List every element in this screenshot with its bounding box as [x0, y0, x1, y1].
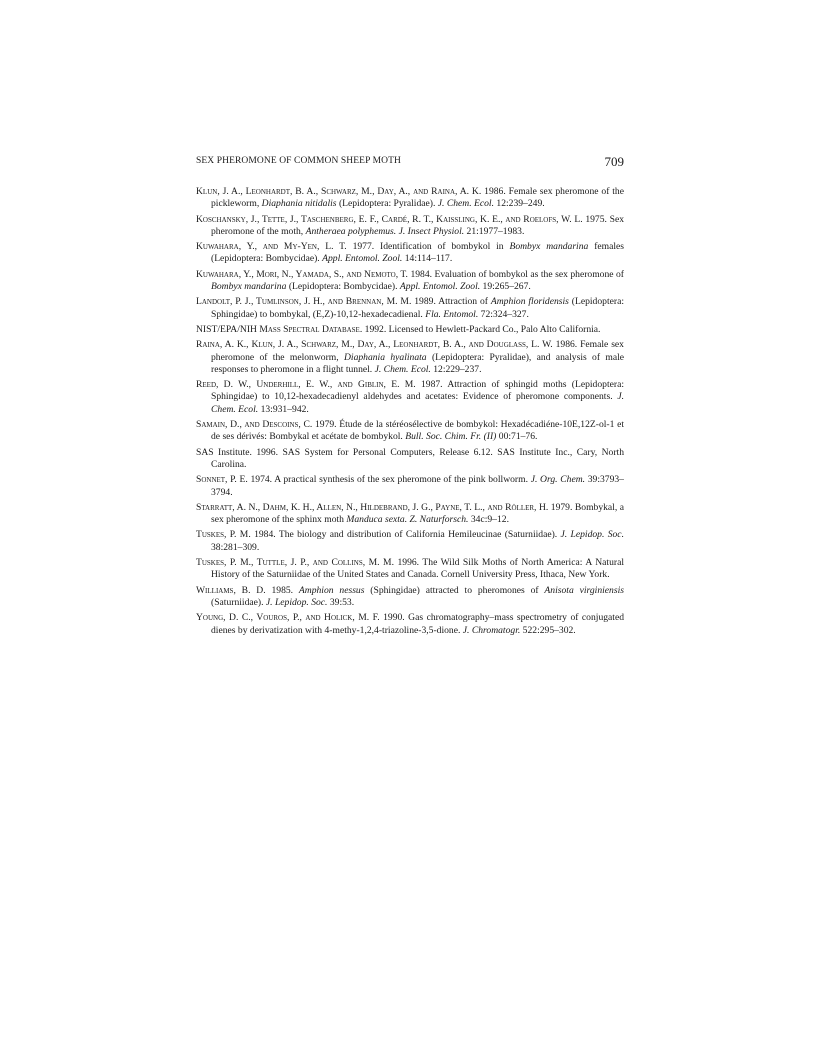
- ref-authors: Kuwahara, Y., and My-Yen, L. T.: [196, 241, 347, 253]
- reference-entry: [196, 186, 624, 211]
- ref-journal: Z. Naturforsch.: [409, 514, 469, 526]
- ref-year: 1979.: [314, 419, 337, 431]
- ref-species: Amphion nessus: [298, 584, 365, 596]
- ref-title: The biology and distribution of California Hemileucinae (Saturniidae).: [278, 529, 558, 541]
- ref-citation: 13:931–942.: [260, 403, 309, 415]
- ref-authors: NIST/EPA/NIH Mass Spectral Database.: [196, 323, 363, 335]
- ref-authors: Sonnet, P. E.: [196, 474, 248, 486]
- reference-entry: [196, 447, 624, 472]
- ref-species: Diaphania hyalinata: [343, 351, 427, 363]
- reference-entry: [196, 379, 624, 416]
- ref-authors: Young, D. C., Vouros, P., and Holick, M. F.: [196, 612, 380, 624]
- ref-authors: Williams, B. D.: [196, 584, 266, 596]
- running-head: SEX PHEROMONE OF COMMON SHEEP MOTH: [196, 156, 401, 166]
- ref-year: 1992.: [364, 323, 387, 335]
- ref-citation: 12:229–237.: [433, 363, 482, 375]
- ref-authors: Kuwahara, Y., Mori, N., Yamada, S., and Nemoto, T.: [196, 268, 408, 280]
- ref-journal: J. Chem. Ecol.: [437, 198, 494, 210]
- ref-title-cont: (Lepidoptera: Pyralidae).: [338, 198, 436, 210]
- reference-entry: [196, 612, 624, 637]
- ref-year: 1990.: [383, 612, 405, 624]
- ref-title-cont-2: (Saturniidae).: [211, 596, 264, 608]
- ref-journal: J. Chem. Ecol.: [374, 363, 431, 375]
- ref-journal: Appl. Entomol. Zool.: [322, 253, 403, 265]
- ref-year: 1986.: [555, 339, 578, 351]
- ref-year: 1984.: [254, 529, 276, 541]
- ref-year: 1984.: [410, 268, 433, 280]
- ref-journal: J. Chem. Ecol.: [211, 391, 625, 415]
- ref-title-cont: (Lepidoptera: Pyralidae), and analysis of male responses to pheromone in a flight tunnel.: [211, 351, 625, 375]
- ref-title-cont: (Lepidoptera: Bombycidae).: [288, 281, 398, 293]
- reference-list: [196, 186, 624, 640]
- ref-authors: Tuskes, P. M.: [196, 529, 251, 541]
- ref-authors: Reed, D. W., Underhill, E. W., and Giblin, E. M.: [196, 379, 416, 391]
- ref-citation: 14:114–117.: [404, 253, 453, 265]
- ref-journal: J. Chromatogr.: [462, 624, 521, 636]
- ref-authors: Tuskes, P. M., Tuttle, J. P., and Collins, M. M.: [196, 557, 394, 569]
- ref-authors: Samain, D., and Descoins, C.: [196, 419, 313, 431]
- ref-year: 1996.: [256, 446, 278, 458]
- ref-authors: Klun, J. A., Leonhardt, B. A., Schwarz, M., Day, A., and Raina, A. K.: [196, 186, 482, 197]
- ref-journal: Fla. Entomol.: [425, 308, 479, 320]
- ref-journal: Appl. Entomol. Zool.: [399, 281, 481, 293]
- reference-entry: [196, 269, 624, 294]
- ref-title-cont: females (Lepidoptera: Bombycidae).: [211, 241, 625, 265]
- ref-journal: J. Lepidop. Soc.: [265, 596, 328, 608]
- ref-journal: J. Org. Chem.: [530, 474, 586, 486]
- ref-citation: 38:281–309.: [211, 541, 260, 553]
- ref-year: 1974.: [250, 474, 273, 486]
- ref-title: SAS System for Personal Computers, Release 6.12. SAS Institute Inc., Cary, North Carolina.: [211, 446, 624, 470]
- reference-entry: [196, 339, 624, 376]
- ref-citation: 522:295–302.: [522, 624, 576, 636]
- ref-title: Gas chromatography–mass spectrometry of conjugated dienes by derivatization with 4-methy-1,2,4-triazoline-3,5-dione.: [211, 612, 625, 636]
- ref-journal: J. Lepidop. Soc.: [560, 529, 624, 541]
- ref-species-2: Anisota virginiensis: [544, 584, 624, 596]
- ref-citation: 00:71–76.: [498, 431, 538, 443]
- ref-species: Bombyx mandarina: [211, 281, 287, 293]
- page-number: 709: [604, 154, 624, 169]
- ref-year: 1986.: [484, 186, 506, 197]
- ref-species: Antheraea polyphemus.: [305, 225, 397, 237]
- ref-title: Attraction of sphingid moths (Lepidoptera: Sphingidae) to 10,12-hexadecadienyl aldehydes and acetates: Evidence of pheromone components.: [211, 379, 624, 403]
- ref-authors: Koschansky, J., Tette, J., Taschenberg, E. F., Cardé, R. T., Kaissling, K. E., and Roelofs, W. L.: [196, 213, 583, 225]
- ref-title: Identification of bombykol in: [380, 241, 504, 253]
- ref-species: Amphion floridensis: [490, 296, 569, 308]
- ref-title: A practical synthesis of the sex pheromone of the pink bollworm.: [274, 474, 528, 486]
- ref-citation: 39:53.: [329, 596, 355, 608]
- ref-citation: 12:239–249.: [496, 198, 545, 210]
- ref-authors: Starratt, A. N., Dahm, K. H., Allen, N., Hildebrand, J. G., Payne, T. L., and Röller, H.: [196, 501, 549, 513]
- ref-species: Manduca sexta.: [346, 514, 408, 526]
- ref-year: 1989.: [414, 296, 436, 308]
- reference-entry: [196, 557, 624, 582]
- ref-citation: 39:3793–3794.: [211, 474, 624, 498]
- ref-citation: 72:324–327.: [480, 308, 529, 320]
- ref-title: Evaluation of bombykol as the sex pheromone of: [434, 268, 624, 280]
- ref-authors: Landolt, P. J., Tumlinson, J. H., and Brennan, M. M.: [196, 296, 412, 308]
- ref-citation: 34c:9–12.: [470, 514, 509, 526]
- ref-title: Licensed to Hewlett-Packard Co., Palo Alto California.: [388, 323, 601, 335]
- reference-entry: [196, 585, 624, 610]
- ref-year: 1987.: [420, 379, 443, 391]
- ref-year: 1977.: [352, 241, 375, 253]
- ref-title: Sex pheromone of the moth,: [211, 213, 624, 237]
- reference-entry: [196, 502, 624, 527]
- ref-year: 1985.: [271, 584, 294, 596]
- ref-journal: Bull. Soc. Chim. Fr. (II): [405, 431, 497, 443]
- ref-title-cont: (Sphingidae) attracted to pheromones of: [370, 584, 539, 596]
- ref-title: Étude de la stéréosélective de bombykol: Hexadécadiéne-10E,12Z-ol-1 et de ses dérivés: Bombykal et acétate de bombykol.: [211, 419, 624, 443]
- reference-entry: [196, 474, 624, 499]
- reference-entry: [196, 419, 624, 444]
- ref-journal: J. Insect Physiol.: [398, 225, 465, 237]
- reference-entry: [196, 324, 624, 336]
- ref-authors: Raina, A. K., Klun, J. A., Schwarz, M., Day, A., Leonhardt, B. A., and Douglass, L. W.: [196, 339, 553, 351]
- ref-title: Female sex pheromone of the pickleworm,: [211, 186, 624, 210]
- ref-species: Diaphania nitidalis: [261, 198, 337, 210]
- ref-title: Attraction of: [438, 296, 488, 308]
- reference-entry: [196, 296, 624, 321]
- ref-authors: SAS Institute.: [196, 446, 252, 458]
- ref-title: Bombykal, a sex pheromone of the sphinx moth: [211, 501, 624, 526]
- ref-year: 1979.: [550, 501, 573, 513]
- ref-species: Bombyx mandarina: [509, 241, 589, 253]
- reference-entry: [196, 241, 624, 266]
- ref-title: Female sex pheromone of the melonworm,: [211, 339, 624, 363]
- ref-title: The Wild Silk Moths of North America: A Natural History of the Saturniidae of the United States and Canada. Cornell University Press, Ithaca, New York.: [211, 557, 625, 581]
- page-header: [196, 154, 624, 170]
- reference-entry: [196, 214, 624, 239]
- ref-title-cont: (Lepidoptera: Sphingidae) to bombykal, (E,Z)-10,12-hexadecadienal.: [211, 296, 624, 320]
- ref-year: 1996.: [397, 557, 420, 569]
- ref-citation: 19:265–267.: [482, 281, 531, 293]
- ref-year: 1975.: [585, 213, 607, 225]
- reference-entry: [196, 529, 624, 554]
- ref-citation: 21:1977–1983.: [466, 225, 525, 237]
